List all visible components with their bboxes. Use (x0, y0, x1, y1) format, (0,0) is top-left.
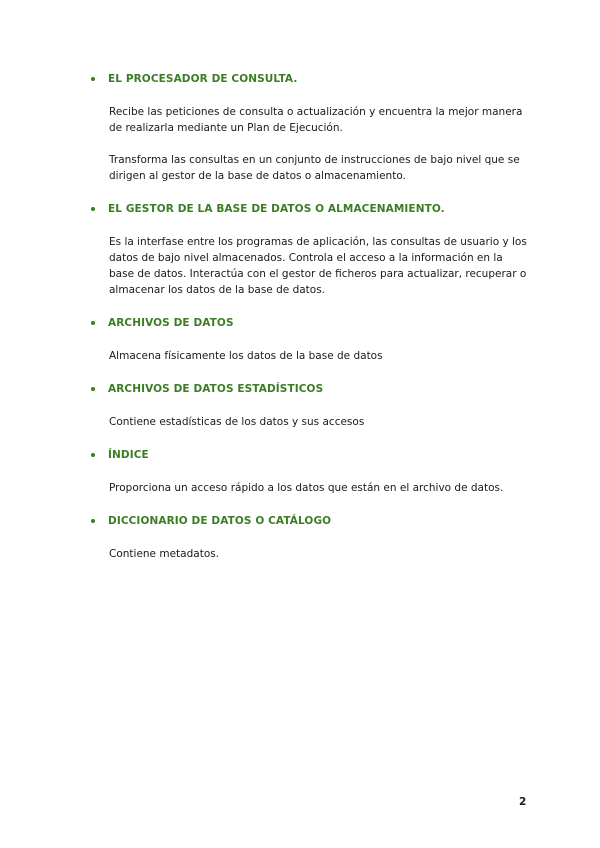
section-paragraph: Proporciona un acceso rápido a los datos que están en el archivo de datos. (109, 482, 504, 494)
section-paragraph: Recibe las peticiones de consulta o actualización y encuentra la mejor manera de realizarla mediante un Plan de Ejecución. (109, 106, 523, 134)
bullet-icon (91, 387, 95, 391)
bullet-icon (91, 77, 95, 81)
section-paragraph: Es la interfase entre los programas de aplicación, las consultas de usuario y los datos de bajo nivel almacenados. Controla el acceso a la información en la base de datos. Interactúa con el gestor de ficheros para actualizar, recuperar o almacenar los datos de la base de datos. (109, 236, 527, 296)
section-heading (91, 72, 531, 86)
section-paragraph: Contiene estadísticas de los datos y sus accesos (109, 416, 365, 428)
section-heading (91, 316, 531, 330)
section-heading-text: EL GESTOR DE LA BASE DE DATOS O ALMACENAMIENTO. (108, 203, 445, 215)
section-heading-text: ÍNDICE (108, 449, 149, 461)
section-archivos-datos (91, 316, 531, 364)
page-number: 2 (519, 796, 527, 808)
section-heading (91, 202, 531, 216)
section-gestor (91, 202, 531, 298)
section-heading-text: ARCHIVOS DE DATOS ESTADÍSTICOS (108, 383, 324, 395)
section-procesador (91, 72, 531, 184)
bullet-icon (91, 207, 95, 211)
section-indice (91, 448, 531, 496)
section-heading (91, 514, 531, 528)
bullet-icon (91, 321, 95, 325)
section-paragraph: Almacena físicamente los datos de la base de datos (109, 350, 383, 362)
bullet-icon (91, 519, 95, 523)
bullet-icon (91, 453, 95, 457)
section-heading (91, 448, 531, 462)
section-heading-text: ARCHIVOS DE DATOS (108, 317, 234, 329)
section-heading (91, 382, 531, 396)
document-content (91, 72, 531, 573)
section-paragraph: Transforma las consultas en un conjunto de instrucciones de bajo nivel que se dirigen al gestor de la base de datos o almacenamiento. (109, 154, 520, 182)
section-heading-text: EL PROCESADOR DE CONSULTA. (108, 73, 298, 85)
section-archivos-estadisticos (91, 382, 531, 430)
section-paragraph: Contiene metadatos. (109, 548, 220, 560)
section-diccionario (91, 514, 531, 562)
section-heading-text: DICCIONARIO DE DATOS O CATÁLOGO (108, 515, 332, 527)
